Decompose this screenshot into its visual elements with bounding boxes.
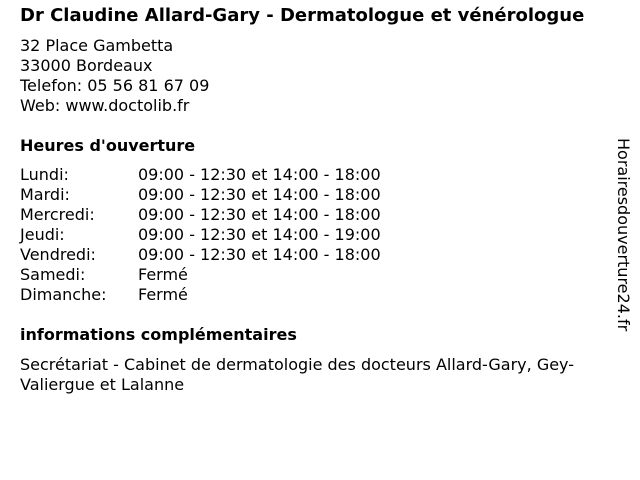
hours-row-thursday xyxy=(20,225,612,245)
hours-row-monday xyxy=(20,165,612,185)
hours-heading: Heures d'ouverture xyxy=(20,136,196,155)
hours-row-sunday xyxy=(20,285,612,305)
day-times: Fermé xyxy=(138,285,188,304)
day-label: Mercredi: xyxy=(20,205,95,224)
day-label: Vendredi: xyxy=(20,245,96,264)
address-street: 32 Place Gambetta xyxy=(20,36,174,55)
day-times: 09:00 - 12:30 et 14:00 - 18:00 xyxy=(138,205,381,224)
day-label: Dimanche: xyxy=(20,285,107,304)
day-times: Fermé xyxy=(138,265,188,284)
info-text: Secrétariat - Cabinet de dermatologie des docteurs Allard-Gary, Gey-Valiergue et Lalanne xyxy=(20,355,575,394)
day-times: 09:00 - 12:30 et 14:00 - 18:00 xyxy=(138,245,381,264)
day-label: Jeudi: xyxy=(20,225,65,244)
day-times: 09:00 - 12:30 et 14:00 - 18:00 xyxy=(138,165,381,184)
hours-row-tuesday xyxy=(20,185,612,205)
website: Web: www.doctolib.fr xyxy=(20,96,190,115)
opening-hours-table xyxy=(20,165,612,305)
page-content xyxy=(20,6,612,395)
day-label: Samedi: xyxy=(20,265,86,284)
hours-row-saturday xyxy=(20,265,612,285)
page-title: Dr Claudine Allard-Gary - Dermatologue et vénérologue xyxy=(20,5,585,26)
day-times: 09:00 - 12:30 et 14:00 - 19:00 xyxy=(138,225,381,244)
day-times: 09:00 - 12:30 et 14:00 - 18:00 xyxy=(138,185,381,204)
hours-row-friday xyxy=(20,245,612,265)
info-heading: informations complémentaires xyxy=(20,325,297,344)
phone-number: Telefon: 05 56 81 67 09 xyxy=(20,76,210,95)
address-block xyxy=(20,36,612,116)
day-label: Lundi: xyxy=(20,165,69,184)
address-city: 33000 Bordeaux xyxy=(20,56,153,75)
site-watermark: Horairesdouverture24.fr xyxy=(614,138,633,332)
day-label: Mardi: xyxy=(20,185,70,204)
hours-row-wednesday xyxy=(20,205,612,225)
